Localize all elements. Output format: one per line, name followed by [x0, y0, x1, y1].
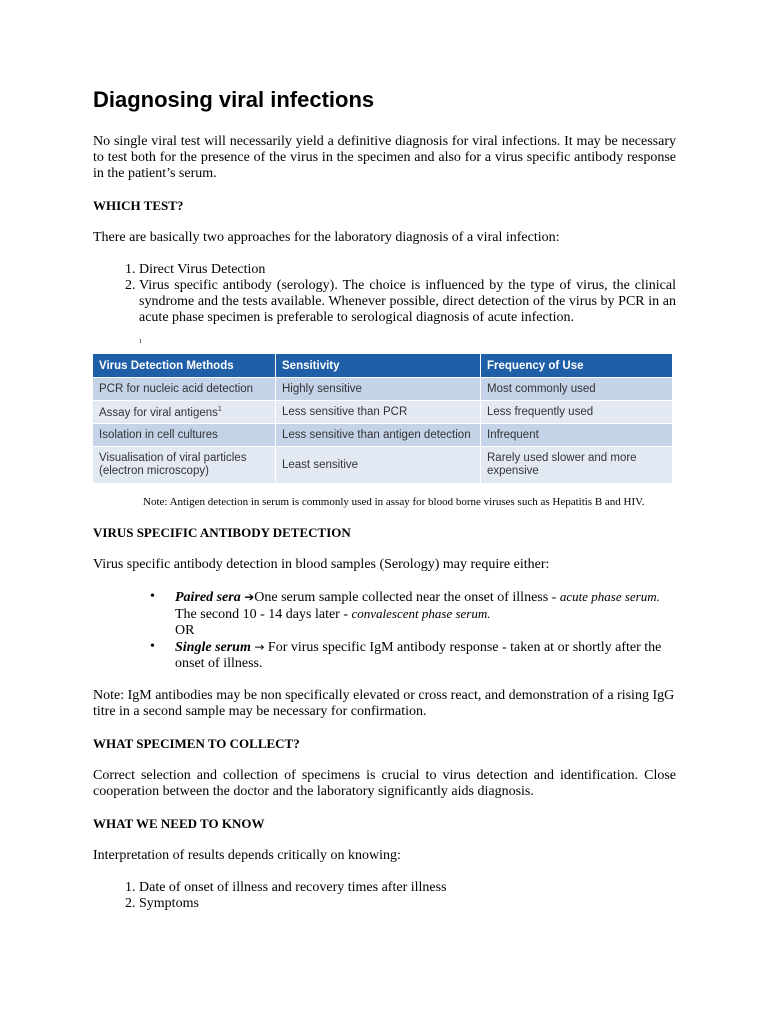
table-row [93, 401, 673, 424]
table-cell: Isolation in cell cultures [93, 424, 276, 447]
which-test-paragraph: There are basically two approaches for the laboratory diagnosis of a viral infection: [93, 230, 560, 245]
table-row [93, 424, 673, 447]
right-arrow-icon: → [254, 640, 265, 654]
superscript-mark: 1 [217, 405, 222, 413]
intro-paragraph: No single viral test will necessarily yield a definitive diagnosis for viral infections. It may be necessary to test both for the presence of the virus in the specimen and also for a virus specific antibody response in the patient’s serum. [93, 134, 676, 181]
or-text: OR [175, 623, 195, 638]
table-note: Note: Antigen detection in serum is commonly used in assay for blood borne viruses such as Hepatitis B and HIV. [143, 496, 645, 508]
table-cell-text: Assay for viral antigens [99, 406, 218, 419]
single-serum-label: Single serum [175, 640, 251, 655]
table-cell: Least sensitive [276, 447, 481, 484]
list-item: 2. Symptoms [139, 896, 676, 912]
antibody-paragraph: Virus specific antibody detection in blood samples (Serology) may require either: [93, 557, 550, 572]
table-cell: Rarely used slower and more expensive [481, 447, 673, 484]
table-cell: Less sensitive than antigen detection [276, 424, 481, 447]
acute-phase-text: acute phase serum. [559, 589, 660, 604]
approach-list [93, 262, 676, 326]
table-row [93, 447, 673, 484]
bullet-icon: • [150, 639, 155, 654]
section-heading-antibody-detection: VIRUS SPECIFIC ANTIBODY DETECTION [93, 525, 351, 540]
section-heading-which-test: WHICH TEST? [93, 198, 184, 213]
table-cell: Most commonly used [481, 378, 673, 401]
table-header: Frequency of Use [481, 354, 673, 378]
need-to-know-list [93, 880, 676, 912]
table-cell: Less frequently used [481, 401, 673, 424]
second-sample-text: The second 10 - 14 days later - [175, 607, 352, 622]
bullet-icon: • [150, 589, 155, 604]
table-cell: Highly sensitive [276, 378, 481, 401]
table-cell: PCR for nucleic acid detection [93, 378, 276, 401]
section-heading-need-to-know: WHAT WE NEED TO KNOW [93, 816, 265, 831]
serology-list [93, 589, 676, 672]
table-cell: Visualisation of viral particles (electron microscopy) [93, 447, 276, 484]
virus-detection-table [93, 354, 673, 483]
table-cell [93, 401, 276, 424]
list-item [150, 639, 676, 672]
need-to-know-paragraph: Interpretation of results depends critically on knowing: [93, 848, 401, 863]
right-arrow-icon: ➔ [244, 590, 255, 604]
igm-note: Note: IgM antibodies may be non specifically elevated or cross react, and demonstration of a rising IgG titre in a second sample may be necessary for confirmation. [93, 688, 675, 719]
list-item: 1. Date of onset of illness and recovery times after illness [139, 880, 676, 896]
table-row [93, 378, 673, 401]
table-header: Sensitivity [276, 354, 481, 378]
specimen-paragraph: Correct selection and collection of specimens is crucial to virus detection and identification. Close cooperation between the doctor and the laboratory significantly aids diagnosis. [93, 768, 676, 799]
page-title: Diagnosing viral infections [93, 87, 375, 112]
list-item [150, 589, 676, 639]
table-cell: Less sensitive than PCR [276, 401, 481, 424]
paired-sera-label: Paired sera [175, 590, 241, 605]
table-header-row [93, 354, 673, 378]
list-item: 2. Virus specific antibody (serology). The choice is influenced by the type of virus, the clinical syndrome and the tests available. Whenever possible, direct detection of the virus by PCR in an acute phase specimen is preferable to serological diagnosis of acute infection. [139, 278, 676, 326]
footnote-mark: 1 [139, 339, 142, 345]
convalescent-phase-text: convalescent phase serum. [351, 606, 491, 621]
paired-text: One serum sample collected near the onset of illness - [254, 590, 560, 605]
single-serum-text: For virus specific IgM antibody response - taken at or shortly after the onset of illness. [175, 640, 662, 671]
list-item: 1. Direct Virus Detection [139, 262, 676, 278]
document-page [93, 86, 676, 912]
table-cell: Infrequent [481, 424, 673, 447]
table-header: Virus Detection Methods [93, 354, 276, 378]
section-heading-specimen: WHAT SPECIMEN TO COLLECT? [93, 736, 300, 751]
